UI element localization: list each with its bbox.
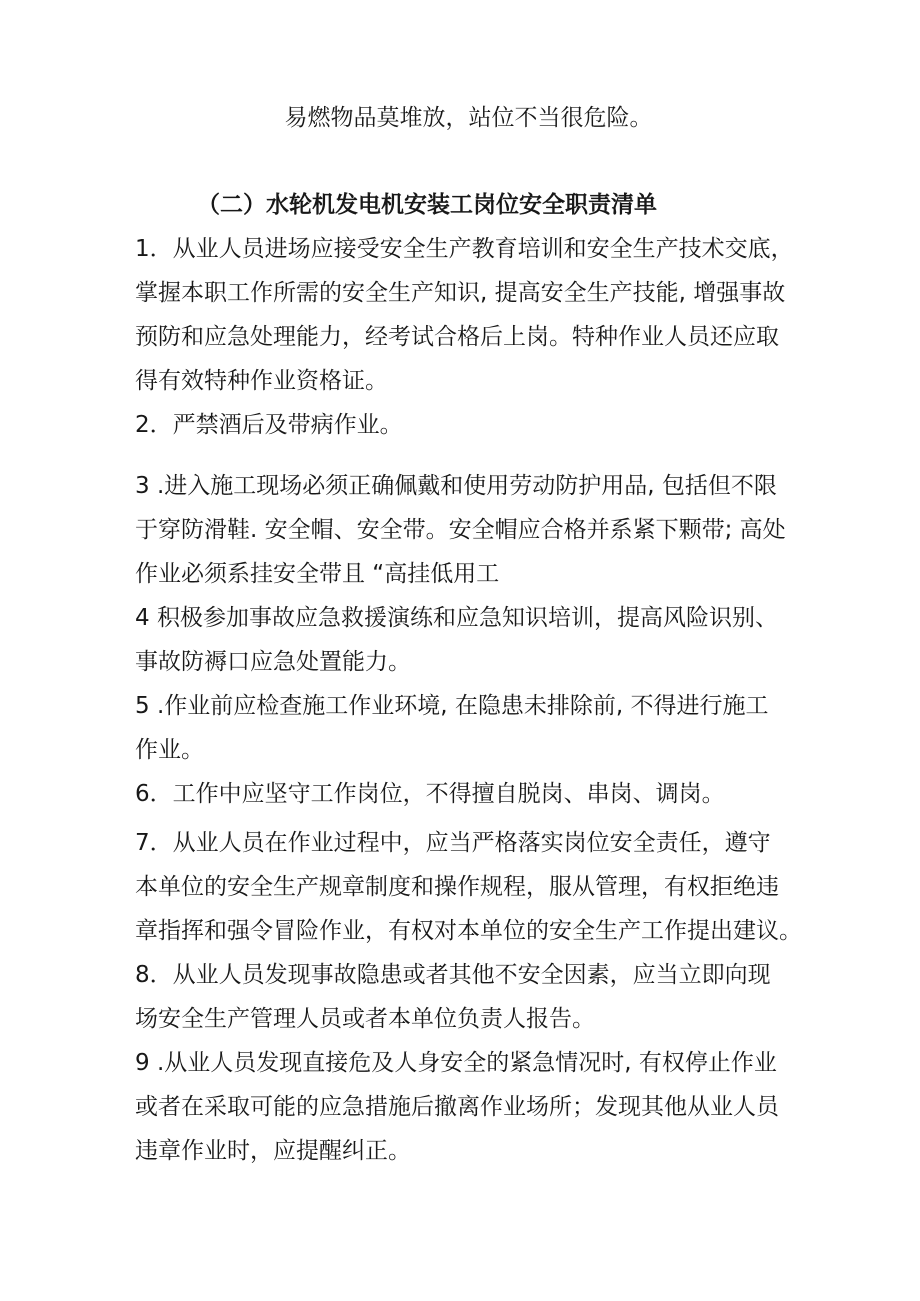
- text-line: 3 .进入施工现场必须正确佩戴和使用劳动防护用品, 包括但不限: [135, 473, 777, 499]
- text-line: 8．从业人员发现事故隐患或者其他不安全因素，应当立即向现: [135, 962, 771, 988]
- section-heading: （二）水轮机发电机安装工岗位安全职责清单: [197, 192, 657, 218]
- paragraph: [135, 403, 802, 447]
- text-line: 掌握本职工作所需的安全生产知识, 提高安全生产技能, 增强事故: [135, 280, 786, 306]
- text-line: 作业。: [135, 737, 204, 763]
- paragraph: [135, 953, 802, 1041]
- text-line: 9 .从业人员发现直接危及人身安全的紧急情况时, 有权停止作业: [135, 1050, 777, 1076]
- text-line: 4 积极参加事故应急救援演练和应急知识培训，提高风险识别、: [135, 605, 778, 631]
- paragraph: [135, 821, 802, 953]
- text-line: 作业必须系挂安全带且 “高挂低用工: [135, 561, 500, 587]
- paragraph: [135, 772, 802, 816]
- text-line: 7．从业人员在作业过程中，应当严格落实岗位安全责任，遵守: [135, 830, 771, 856]
- text-line: 违章作业时，应提醒纠正。: [135, 1138, 411, 1164]
- paragraph: [135, 1041, 802, 1173]
- text-line: 2．严禁酒后及带病作业。: [135, 412, 403, 438]
- text-line: 得有效特种作业资格证。: [135, 368, 388, 394]
- text-line: 5 .作业前应检查施工作业环境, 在隐患未排除前, 不得进行施工: [135, 693, 769, 719]
- paragraph: [135, 684, 802, 772]
- text-line: 或者在采取可能的应急措施后撤离作业场所；发现其他从业人员: [135, 1094, 779, 1120]
- text-line: 场安全生产管理人员或者本单位负责人报告。: [135, 1006, 595, 1032]
- paragraph: [135, 596, 802, 684]
- text-line: 于穿防滑鞋. 安全帽、安全带。安全帽应合格并系紧下颗带; 高处: [135, 517, 786, 543]
- text-line: 预防和应急处理能力，经考试合格后上岗。特种作业人员还应取: [135, 324, 779, 350]
- text-line: 事故防褥口应急处置能力。: [135, 649, 411, 675]
- text-line: 6．工作中应坚守工作岗位，不得擅自脱岗、串岗、调岗。: [135, 781, 725, 807]
- text-line: 章指挥和强令冒险作业，有权对本单位的安全生产工作提出建议。: [135, 918, 802, 944]
- text-line: 本单位的安全生产规章制度和操作规程，服从管理，有权拒绝违: [135, 874, 779, 900]
- paragraph: [135, 227, 802, 403]
- document-body: [135, 227, 802, 1173]
- text-line: 1．从业人员进场应接受安全生产教育培训和安全生产技术交底，: [135, 236, 794, 262]
- intro-verse-line: 易燃物品莫堆放，站位不当很危险。: [284, 105, 653, 131]
- paragraph: [135, 464, 802, 596]
